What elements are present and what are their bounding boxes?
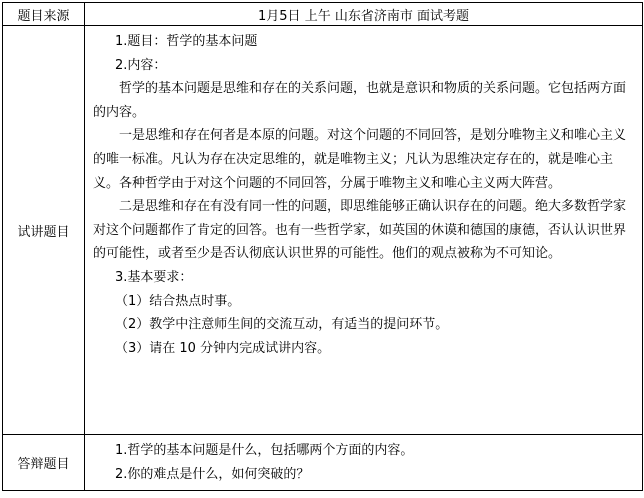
defense-question-2: 2.你的难点是什么，如何突破的？ bbox=[115, 466, 310, 482]
content-paragraph-3: 二是思维和存在有没有同一性的问题，即思维能够正确认识存在的问题。绝大多数哲学家对这个问题都作了肯定的回答。也有一些哲学家，如英国的休谟和德国的康德，否认认识世界的可能性，或者至少是否认彻底认识世界的可能性。他们的观点被称为不可知论。 bbox=[93, 199, 627, 262]
source-value: 1月5日 上午 山东省济南市 面试考题 bbox=[85, 3, 643, 26]
lecture-title: 1.题目：哲学的基本问题 bbox=[115, 34, 258, 49]
defense-question-1: 1.哲学的基本问题是什么，包括哪两个方面的内容。 bbox=[115, 443, 414, 458]
requirement-item-2: （2）教学中注意师生间的交流互动，有适当的提问环节。 bbox=[115, 317, 449, 333]
defense-row bbox=[3, 435, 643, 491]
requirement-item-3: （3）请在 10 分钟内完成试讲内容。 bbox=[115, 340, 331, 356]
source-row bbox=[3, 3, 643, 26]
exam-table bbox=[2, 2, 643, 491]
requirements-heading: 3.基本要求： bbox=[115, 269, 193, 285]
content-paragraph-2: 一是思维和存在何者是本原的问题。对这个问题的不同回答，是划分唯物主义和唯心主义的唯一标准。凡认为存在决定思维的，就是唯物主义；凡认为思维决定存在的，就是唯心主义。各种哲学由于对这个问题的不同回答，分属于唯物主义和唯心主义两大阵营。 bbox=[93, 128, 627, 191]
content-heading: 2.内容： bbox=[115, 57, 167, 73]
defense-content bbox=[85, 435, 643, 491]
content-paragraph-1: 哲学的基本问题是思维和存在的关系问题，也就是意识和物质的关系问题。它包括两方面的内容。 bbox=[93, 81, 627, 120]
requirement-item-1: （1）结合热点时事。 bbox=[115, 293, 241, 309]
defense-label: 答辩题目 bbox=[3, 435, 85, 491]
lecture-label: 试讲题目 bbox=[3, 26, 85, 435]
lecture-content bbox=[85, 26, 643, 435]
source-label: 题目来源 bbox=[3, 3, 85, 26]
lecture-row bbox=[3, 26, 643, 435]
